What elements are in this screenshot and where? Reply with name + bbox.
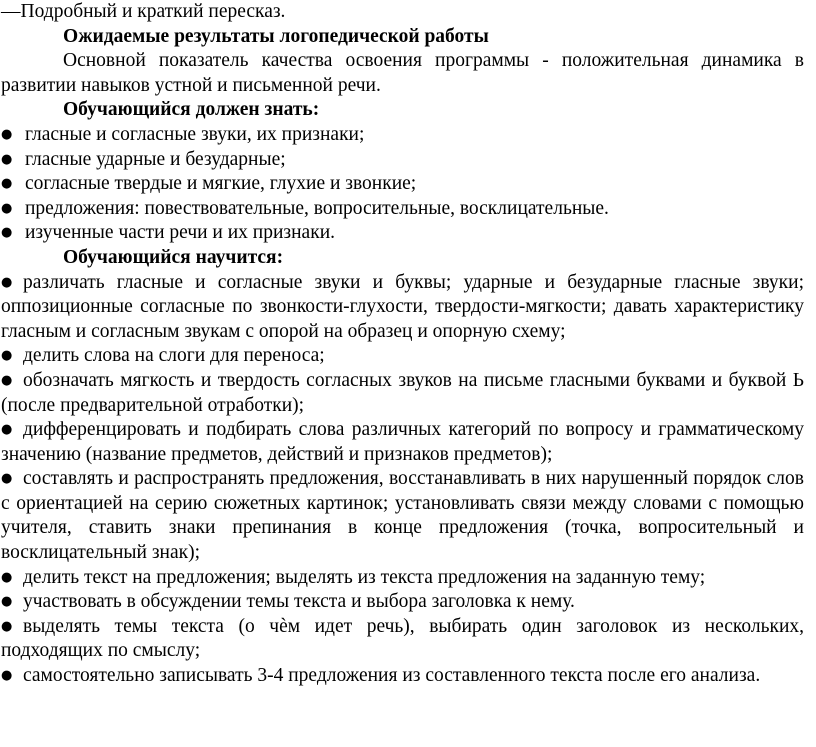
- list-item-text: согласные твердые и мягкие, глухие и звонкие;: [25, 173, 417, 195]
- list-item: [1, 566, 804, 591]
- bullet-icon: ●: [1, 422, 13, 438]
- bullet-icon: ●: [1, 618, 13, 634]
- list-item-text: предложения: повествовательные, вопросительные, восклицательные.: [25, 197, 609, 219]
- list-item-text: обозначать мягкость и твердость согласных звуков на письме гласными буквами и буквой Ь (после предварительной отработки);: [1, 369, 804, 416]
- list-item-text: дифференцировать и подбирать слова различных категорий по вопросу и грамматическому значению (название предметов, действий и признаков предметов);: [1, 419, 804, 465]
- list-item: [1, 148, 804, 173]
- bullet-icon: ●: [1, 348, 13, 364]
- bullet-icon: ●: [1, 200, 13, 216]
- bullet-icon: ●: [1, 569, 13, 585]
- know-heading: Обучающийся должен знать:: [63, 99, 320, 121]
- list-item-text: гласные и согласные звуки, их признаки;: [25, 123, 365, 145]
- list-item-text: самостоятельно записывать 3-4 предложения из составленного текста после его анализа.: [23, 665, 761, 687]
- bullet-icon: ●: [1, 668, 13, 684]
- bullet-icon: ●: [1, 225, 13, 241]
- list-item-text: гласные ударные и безударные;: [25, 148, 286, 170]
- list-item: [1, 615, 804, 664]
- list-item: [1, 418, 804, 467]
- list-item: [1, 664, 804, 689]
- list-item-text: выделять темы текста (о чѐм идет речь), выбирать один заголовок из нескольких, подходящих по смыслу;: [1, 615, 804, 662]
- learn-heading: Обучающийся научится:: [63, 246, 284, 268]
- bullet-icon: ●: [1, 594, 13, 610]
- list-item: [1, 344, 804, 369]
- list-item: [1, 197, 804, 222]
- results-paragraph: Основной показатель качества освоения программы - положительная динамика в развитии навыков устной и письменной речи.: [1, 50, 804, 96]
- list-item-text: участвовать в обсуждении темы текста и выбора заголовка к нему.: [23, 591, 575, 613]
- know-list: [1, 123, 804, 246]
- list-item: [1, 467, 804, 565]
- list-item-text: делить слова на слоги для переноса;: [23, 345, 325, 367]
- intro-line: —Подробный и краткий пересказ.: [1, 1, 286, 22]
- bullet-icon: ●: [1, 274, 13, 290]
- list-item-text: делить текст на предложения; выделять из текста предложения на заданную тему;: [23, 566, 706, 588]
- results-heading: Ожидаемые результаты логопедической работы: [63, 25, 489, 47]
- list-item: [1, 271, 804, 345]
- list-item-text: различать гласные и согласные звуки и буквы; ударные и безударные гласные звуки; оппозиционные согласные по звонкости-глухости, твердости-мягкости; давать характеристику гласным и согласным звукам с опорой на образец и опорную схему;: [1, 271, 804, 342]
- list-item-text: составлять и распространять предложения, восстанавливать в них нарушенный порядок слов с ориентацией на серию сюжетных картинок; установливать связи между словами с помощью учителя, ставить знаки препинания в конце предложения (точка, вопросительный и восклицательный знак);: [1, 468, 804, 564]
- list-item: [1, 590, 804, 615]
- bullet-icon: ●: [1, 372, 13, 388]
- list-item: [1, 369, 804, 418]
- bullet-icon: ●: [1, 176, 13, 192]
- bullet-icon: ●: [1, 471, 13, 487]
- learn-list: [1, 271, 804, 689]
- list-item: [1, 123, 804, 148]
- bullet-icon: ●: [1, 151, 13, 167]
- bullet-icon: ●: [1, 126, 13, 142]
- list-item: [1, 221, 804, 246]
- list-item: [1, 172, 804, 197]
- list-item-text: изученные части речи и их признаки.: [25, 222, 336, 244]
